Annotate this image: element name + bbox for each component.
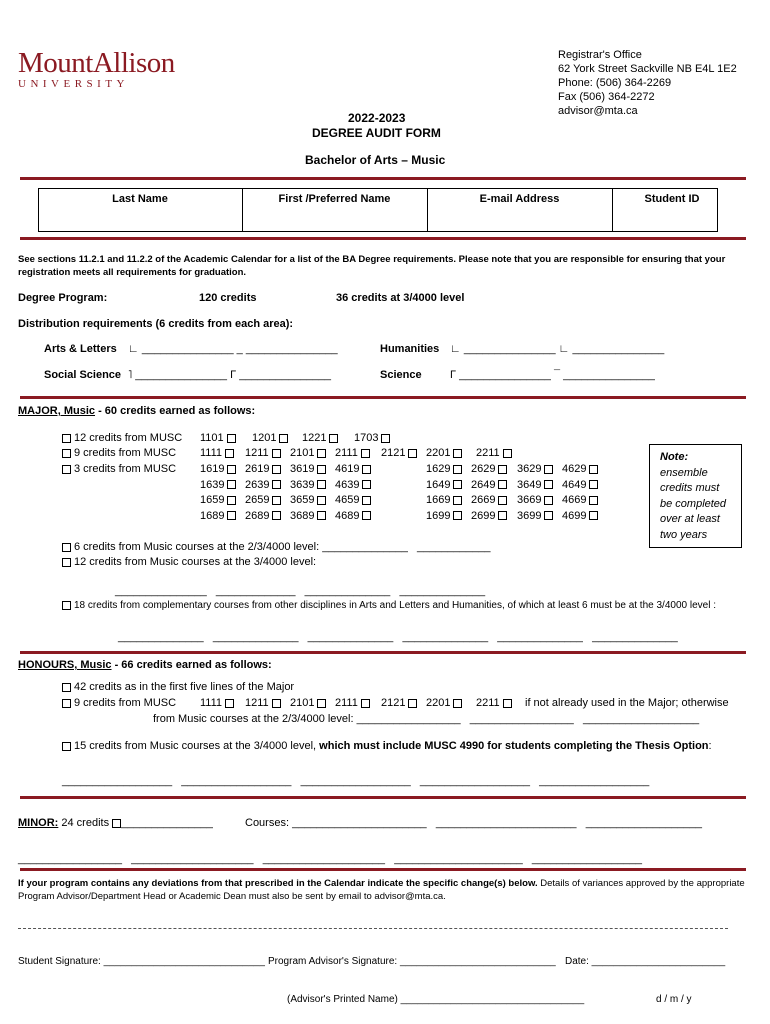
blank[interactable]: _______________ [239, 369, 331, 381]
registrar-block [558, 48, 737, 118]
course-checkbox-1201[interactable] [252, 432, 288, 444]
degree-credits: 120 credits [199, 292, 257, 304]
course-code: 2659 [245, 494, 270, 506]
major-heading-rest: - 60 credits earned as follows: [95, 405, 256, 417]
note-line: be completed [660, 498, 727, 510]
registrar-address: 62 York Street Sackville NB E4L 1E2 [558, 63, 737, 75]
course-checkbox-1699[interactable] [426, 510, 462, 522]
course-code: 2211 [476, 447, 500, 459]
deviations-rest: Details of variances approved by the appropriate Program Advisor/Department Head or Academic Dean must also be sent by email to advisor@mta.ca. [18, 878, 745, 902]
course-code: 3639 [290, 478, 315, 491]
checkbox[interactable] [544, 496, 553, 505]
course-checkbox-4699[interactable] [562, 510, 598, 522]
humanities-label: Humanities [380, 343, 440, 355]
course-checkbox-4629[interactable] [562, 463, 598, 475]
date-format: d / m / y [656, 994, 692, 1005]
checkbox[interactable] [453, 480, 462, 489]
course-checkbox-1689[interactable] [200, 510, 236, 522]
registrar-phone: Phone: (506) 364-2269 [558, 77, 672, 89]
course-checkbox-1111[interactable] [200, 447, 234, 459]
course-checkbox-4689[interactable] [335, 510, 371, 522]
checkbox[interactable] [453, 465, 462, 474]
checkbox[interactable] [317, 496, 326, 505]
course-checkbox-3689[interactable] [290, 510, 326, 522]
course-code: 4659 [335, 494, 360, 506]
checkbox[interactable] [272, 699, 281, 708]
checkbox[interactable] [362, 480, 371, 489]
course-checkbox-1669[interactable] [426, 494, 462, 506]
course-code: 3619 [290, 463, 315, 475]
checkbox[interactable] [62, 558, 71, 567]
checkbox[interactable] [361, 449, 370, 458]
course-code: 2619 [245, 463, 270, 475]
checkbox[interactable] [453, 496, 462, 505]
arts-letters-field[interactable]: ∟ _______________ _ _______________ [128, 343, 338, 355]
course-checkbox-3659[interactable] [290, 494, 326, 506]
course-checkbox-1101[interactable] [200, 432, 236, 444]
course-code: 1699 [426, 509, 451, 522]
checkbox[interactable] [408, 449, 417, 458]
honours-line3[interactable]: from Music courses at the 2/3/4000 level: _________________ _________________ ___________________ [153, 713, 700, 725]
blank[interactable]: _______________ [135, 369, 228, 381]
science-field[interactable]: Γ _______________ ¯ _______________ [450, 369, 655, 381]
note-title: Note: [660, 451, 689, 463]
honours-line4[interactable] [62, 740, 712, 752]
course-code: 4639 [335, 478, 360, 491]
honours-line2-tail: if not already used in the Major; otherwise [525, 697, 729, 709]
minor-label: MINOR: [18, 817, 59, 829]
blank[interactable]: _______________ [463, 343, 556, 355]
checkbox[interactable] [317, 449, 326, 458]
row-text: from Music courses at the 2/3/4000 level: [153, 713, 354, 725]
minor-courses-label: Courses: [245, 817, 290, 829]
major-18-credits[interactable] [62, 600, 716, 611]
row-text: 12 credits from Music courses at the 3/4000 level: [74, 556, 317, 568]
deviations-bold: If your program contains any deviations from that prescribed in the Calendar indicate the specific change(s) below. [18, 878, 538, 889]
course-checkbox-2639[interactable] [245, 479, 281, 491]
course-checkbox-3649[interactable] [517, 479, 553, 491]
distribution-heading: Distribution requirements (6 credits from each area): [18, 318, 294, 330]
course-checkbox-2211[interactable] [476, 447, 512, 459]
checkbox[interactable] [408, 699, 417, 708]
checkbox[interactable] [62, 434, 71, 443]
course-checkbox-2699[interactable] [471, 510, 507, 522]
checkbox[interactable] [498, 511, 507, 520]
course-code: 4699 [562, 509, 587, 522]
course-code: 1111 [200, 697, 223, 709]
course-code: 4619 [335, 463, 360, 475]
honours-line2[interactable] [62, 697, 176, 709]
checkbox[interactable] [362, 511, 371, 520]
checkbox[interactable] [272, 511, 281, 520]
date-field[interactable]: Date: ________________________ [565, 956, 726, 967]
minor-courses[interactable]: Courses: ______________________ _______________________ ___________________ [245, 817, 702, 829]
registrar-email: advisor@mta.ca [558, 105, 638, 117]
major-row1-label[interactable] [62, 432, 182, 444]
course-checkbox-2629[interactable] [471, 463, 507, 475]
checkbox[interactable] [589, 511, 598, 520]
printed-name-label: (Advisor's Printed Name) [287, 994, 398, 1005]
checkbox[interactable] [317, 511, 326, 520]
checkbox[interactable] [62, 543, 71, 552]
checkbox[interactable] [453, 511, 462, 520]
checkbox[interactable] [62, 699, 71, 708]
checkbox[interactable] [498, 480, 507, 489]
course-code: 2201 [426, 447, 451, 459]
honours-line1[interactable] [62, 681, 294, 693]
course-code: 2201 [426, 697, 451, 709]
course-checkbox-2101[interactable] [290, 447, 326, 459]
course-code: 2699 [471, 509, 496, 522]
blank[interactable]: _______________ [563, 369, 655, 381]
blank[interactable]: _______________ [245, 343, 338, 355]
major-12-credits-blanks[interactable]: _______________ _____________ ______________ ______________ [115, 585, 486, 597]
checkbox[interactable] [227, 480, 236, 489]
course-checkbox-2619[interactable] [245, 463, 281, 475]
checkbox[interactable] [62, 601, 71, 610]
checkbox[interactable] [361, 699, 370, 708]
student-signature[interactable]: Student Signature: _____________________________ [18, 956, 265, 967]
course-code: 2629 [471, 463, 496, 475]
science-label: Science [380, 369, 422, 381]
registrar-office: Registrar's Office [558, 49, 642, 61]
checkbox[interactable] [317, 699, 326, 708]
course-code: 1659 [200, 494, 225, 506]
checkbox[interactable] [225, 699, 234, 708]
course-code: 1703 [354, 432, 379, 444]
note-line: two years [660, 529, 708, 541]
blank[interactable]: _______________ [141, 343, 234, 355]
major-heading-title: MAJOR, Music [18, 405, 96, 417]
checkbox[interactable] [279, 434, 288, 443]
checkbox[interactable] [272, 496, 281, 505]
course-code: 2101 [290, 447, 315, 459]
honours-heading-title: HONOURS, Music [18, 659, 112, 671]
course-checkbox-4649[interactable] [562, 479, 598, 491]
course-code: 2121 [381, 697, 406, 709]
minor-blanks[interactable]: _________________ ____________________ ____________________ _____________________ __________________ [18, 853, 642, 865]
first-name-header[interactable]: First /Preferred Name [278, 193, 391, 205]
course-code: 2111 [335, 447, 358, 459]
course-code: 2669 [471, 494, 496, 506]
program-title: Bachelor of Arts – Music [305, 153, 446, 167]
course-checkbox-2121[interactable] [381, 697, 417, 709]
course-checkbox-2111[interactable] [335, 697, 370, 709]
checkbox[interactable] [272, 480, 281, 489]
major-heading [18, 405, 255, 417]
degree-level-credits: 36 credits at 3/4000 level [336, 292, 465, 304]
major-12-credits[interactable] [62, 556, 316, 568]
divider [20, 237, 746, 240]
course-code: 2121 [381, 447, 406, 459]
course-code: 2101 [290, 697, 315, 709]
course-checkbox-2121[interactable] [381, 447, 417, 459]
advisor-signature-label: Program Advisor's Signature: [268, 956, 398, 967]
course-checkbox-4619[interactable] [335, 463, 371, 475]
course-checkbox-2211[interactable] [476, 697, 512, 709]
advisor-printed-name[interactable]: (Advisor's Printed Name) _________________________________ [287, 994, 585, 1005]
course-code: 1101 [200, 432, 224, 444]
course-checkbox-1619[interactable] [200, 463, 236, 475]
university-logo [18, 48, 175, 90]
course-code: 4629 [562, 463, 587, 475]
deviations-notice [18, 877, 746, 903]
degree-program-label: Degree Program: [18, 292, 108, 304]
course-code: 1211 [245, 697, 269, 709]
course-checkbox-2659[interactable] [245, 494, 281, 506]
checkbox[interactable] [227, 511, 236, 520]
divider [20, 868, 746, 871]
course-checkbox-2201[interactable] [426, 447, 462, 459]
logo-subtitle: UNIVERSITY [18, 78, 129, 90]
checkbox[interactable] [227, 434, 236, 443]
row-text: 9 credits from MUSC [74, 447, 177, 459]
last-name-header[interactable]: Last Name [112, 193, 168, 205]
row-text: 6 credits from Music courses at the 2/3/4000 level: [74, 541, 320, 553]
advisor-signature[interactable]: Program Advisor's Signature: ____________________________ [268, 956, 556, 967]
row-text: 18 credits from complementary courses from other disciplines in Arts and Letters and Humanities, of which at least 6 must be at the 3/4000 level : [74, 600, 716, 611]
course-checkbox-1649[interactable] [426, 479, 462, 491]
student-id-header[interactable]: Student ID [644, 193, 700, 205]
student-signature-label: Student Signature: [18, 956, 101, 967]
course-checkbox-2689[interactable] [245, 510, 281, 522]
checkbox[interactable] [317, 480, 326, 489]
divider [20, 651, 746, 654]
blank[interactable]: _______________ [459, 369, 551, 381]
course-code: 1629 [426, 463, 451, 475]
note-line: credits must [660, 482, 720, 494]
requirements-notice: See sections 11.2.1 and 11.2.2 of the Academic Calendar for a list of the BA Degree requirements. Please note that you are responsible for ensuring that your registration meets all requirements for graduation. [18, 254, 726, 278]
course-checkbox-2649[interactable] [471, 479, 507, 491]
minor-line[interactable]: MINOR: 24 credits _______________ [18, 817, 213, 829]
course-checkbox-2669[interactable] [471, 494, 507, 506]
checkbox[interactable] [362, 465, 371, 474]
checkbox[interactable] [112, 819, 121, 828]
course-code: 1649 [426, 478, 451, 491]
registrar-fax: Fax (506) 364-2272 [558, 91, 655, 103]
minor-credits: 24 credits [61, 817, 110, 829]
checkbox[interactable] [544, 480, 553, 489]
checkbox[interactable] [498, 496, 507, 505]
form-year: 2022-2023 [348, 111, 406, 125]
checkbox[interactable] [503, 699, 512, 708]
course-checkbox-1221[interactable] [302, 432, 338, 444]
course-checkbox-3619[interactable] [290, 463, 326, 475]
course-checkbox-4669[interactable] [562, 494, 598, 506]
course-code: 2649 [471, 478, 496, 491]
course-code: 3669 [517, 494, 542, 506]
email-header[interactable]: E-mail Address [479, 193, 560, 205]
course-code: 1619 [200, 463, 225, 475]
honours-line4-blanks[interactable]: __________________ __________________ __________________ __________________ __________________ [62, 775, 650, 787]
course-code: 4689 [335, 509, 360, 522]
ensemble-note-box [649, 444, 742, 548]
course-code: 3689 [290, 509, 315, 522]
course-checkbox-1703[interactable] [354, 432, 390, 444]
row-text: 3 credits from MUSC [74, 463, 177, 475]
divider [20, 796, 746, 799]
course-code: 4649 [562, 478, 587, 491]
course-checkbox-1659[interactable] [200, 494, 236, 506]
checkbox[interactable] [62, 683, 71, 692]
course-checkbox-4639[interactable] [335, 479, 371, 491]
course-checkbox-1629[interactable] [426, 463, 462, 475]
checkbox[interactable] [544, 465, 553, 474]
course-code: 2639 [245, 478, 270, 491]
course-checkbox-3699[interactable] [517, 510, 553, 522]
arts-letters-label: Arts & Letters [44, 343, 117, 355]
course-checkbox-3629[interactable] [517, 463, 553, 475]
course-checkbox-3669[interactable] [517, 494, 553, 506]
checkbox[interactable] [225, 449, 234, 458]
course-checkbox-3639[interactable] [290, 479, 326, 491]
row-text: 42 credits as in the first five lines of the Major [74, 681, 295, 693]
course-code: 1201 [252, 432, 277, 444]
course-code: 3659 [290, 494, 315, 506]
note-line: ensemble [660, 467, 708, 479]
course-code: 1669 [426, 494, 451, 506]
course-code: 3699 [517, 509, 542, 522]
form-title: DEGREE AUDIT FORM [312, 126, 441, 140]
checkbox[interactable] [589, 465, 598, 474]
social-science-field[interactable]: ˥ _______________ Γ _______________ [128, 369, 331, 381]
checkbox[interactable] [453, 699, 462, 708]
checkbox[interactable] [589, 480, 598, 489]
checkbox[interactable] [362, 496, 371, 505]
row-text: 15 credits from Music courses at the 3/4000 level, [74, 740, 317, 752]
humanities-field[interactable]: ∟ _______________ ∟ _______________ [450, 343, 665, 355]
blank[interactable]: _______________ [572, 343, 665, 355]
major-row2-label[interactable] [62, 447, 176, 459]
course-checkbox-1211[interactable] [245, 447, 281, 459]
row-text: : [708, 740, 712, 752]
checkbox[interactable] [503, 449, 512, 458]
checkbox[interactable] [317, 465, 326, 474]
checkbox[interactable] [544, 511, 553, 520]
major-row3-label[interactable] [62, 463, 176, 475]
checkbox[interactable] [62, 465, 71, 474]
course-checkbox-1111[interactable] [200, 697, 234, 709]
course-code: 2111 [335, 697, 358, 709]
row-text-bold: which must include MUSC 4990 for students completing the Thesis Option [316, 740, 709, 752]
checkbox[interactable] [329, 434, 338, 443]
checkbox[interactable] [227, 465, 236, 474]
divider [20, 177, 746, 180]
checkbox[interactable] [498, 465, 507, 474]
checkbox[interactable] [381, 434, 390, 443]
course-checkbox-1639[interactable] [200, 479, 236, 491]
course-checkbox-2101[interactable] [290, 697, 326, 709]
social-science-label: Social Science [44, 369, 122, 381]
note-line: over at least [660, 513, 720, 525]
course-checkbox-2111[interactable] [335, 447, 370, 459]
course-code: 1211 [245, 447, 269, 459]
course-code: 1221 [302, 432, 327, 444]
honours-heading [18, 659, 272, 671]
course-checkbox-2201[interactable] [426, 697, 462, 709]
course-code: 2689 [245, 509, 270, 522]
course-code: 4669 [562, 494, 587, 506]
checkbox[interactable] [227, 496, 236, 505]
course-code: 3649 [517, 478, 542, 491]
course-code: 2211 [476, 697, 500, 709]
course-code: 1111 [200, 447, 223, 459]
checkbox[interactable] [589, 496, 598, 505]
course-code: 3629 [517, 463, 542, 475]
divider [20, 396, 746, 399]
logo-wordmark: MountAllison [18, 47, 175, 79]
checkbox[interactable] [62, 742, 71, 751]
checkbox[interactable] [62, 449, 71, 458]
course-checkbox-1211[interactable] [245, 697, 281, 709]
major-18-credits-blanks[interactable]: ______________ ______________ ______________ ______________ ______________ ______________ [118, 631, 678, 643]
date-label: Date: [565, 956, 589, 967]
course-code: 1689 [200, 509, 225, 522]
checkbox[interactable] [272, 449, 281, 458]
row-text: 9 credits from MUSC [74, 697, 177, 709]
row-text: 12 credits from MUSC [74, 432, 183, 444]
course-checkbox-4659[interactable] [335, 494, 371, 506]
checkbox[interactable] [272, 465, 281, 474]
checkbox[interactable] [453, 449, 462, 458]
major-6-credits[interactable]: 6 credits from Music courses at the 2/3/4000 level: ______________ ____________ [62, 541, 490, 553]
course-code: 1639 [200, 478, 225, 491]
deviations-line[interactable] [18, 928, 728, 929]
honours-heading-rest: - 66 credits earned as follows: [111, 659, 272, 671]
